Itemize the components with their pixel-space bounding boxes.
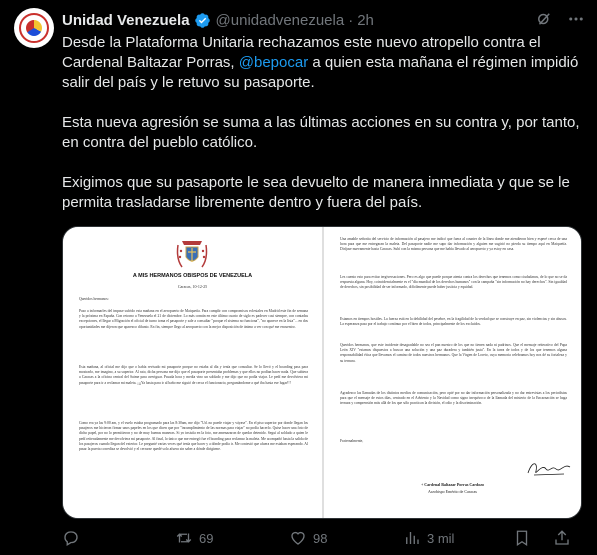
document-page-right — [324, 227, 581, 518]
retweet-button[interactable] — [175, 529, 213, 547]
handwritten-signature — [524, 457, 574, 479]
separator-dot: · — [348, 11, 354, 29]
retweet-icon — [175, 529, 193, 547]
tweet-time[interactable]: 2h — [357, 11, 374, 29]
signer-title: Arzobispo Emérito de Caracas — [428, 489, 477, 494]
author-name[interactable]: Unidad Venezuela — [62, 11, 190, 29]
reply-icon — [62, 529, 80, 547]
mention-link[interactable]: @bepocar — [238, 54, 309, 71]
reply-button[interactable] — [62, 529, 86, 547]
document-paragraph: Como era ya las 9:00 am, y el vuelo estaba programado para las 8:30am, me dijo "Ud. no puede viajar y váyase". En el piso superior por donde llegan los pasajeros me hicieron firmar unos papeles en los que dicen que por "incumplimiento de las normas para viajar" no podía hacerlo. Quise hacer una foto de dicho papel, por no lo permitieron y no de muy buenas maneras. Si yo insistía en la foto, me amenazaron de quedar detenido. Seguí al soldado a quien le pedí reiteradamente me devolviera mi pasaporte. Al final, lo único que me entregó fue el boarding para reclamar la maleta. Me acompañó hasta la salida de los pasajeros cuando llegan del exterior. Le pregunté varias veces qué tenía que hacer y a dónde podía ir. Me contestó que afuera me estaban esperando. Al pasar la puerta corrediza se devolvió y el cerrarse quedé solo afuera sin saber a dónde dirigirme. — [79, 421, 308, 452]
retweet-count: 69 — [199, 530, 214, 546]
document-paragraph: Paso a informarles del impase sufrido esta mañana en el aeropuerto de Maiquetía. Para cumplir con compromisos eclesiales en Madrid este fin de semana y la próxima en España. Con retorno a Venezuela el 21 de diciembre. Lo más común en este último cuarto de siglo es padecer casi siempre, con contadas excepciones, el llegar a Migración el oficial de turno toma el pasaporte y sale a consultar "porque el sistema no funciona", "no aparece en la lista"... en dos oportunidades me dijeron que aparezco difunto. En fin, siempre llego al aeropuerto con la mejor disposición de ánimo a ver con qué me encuentro. — [79, 309, 308, 329]
tweet-header — [62, 10, 585, 30]
tweet-paragraph-2: Esta nueva agresión se suma a las últimas acciones en su contra y, por tanto, en contra del pueblo católico. — [62, 114, 580, 151]
document-paragraph: Les cuento esto para evitar tergiversaciones. Pero es algo que puede porque atenta contra los derechos que tenemos como ciudadanos, de lo que no se da respuesta alguna. Hoy, coincidencialmente es el "día mundial de los derechos humanos" con la campaña "sin información no hay derechos". Sin igualdad de derechos, sin posibilidad de ser informado, difícilmente puede haber justicia y equidad. — [340, 275, 567, 290]
author-handle[interactable]: @unidadvenezuela — [215, 11, 345, 29]
tweet-paragraph-3: Exigimos que su pasaporte le sea devuelto de manera inmediata y que se le permita trasladarse libremente dentro y fuera del país. — [62, 174, 570, 211]
like-count: 98 — [313, 530, 328, 546]
view-count: 3 mil — [427, 530, 455, 546]
document-paragraph: Agradezco las llamadas de los distintos medios de comunicación, pero opté por no dar información personalizada y no dar entrevistas a los periodistas para que el mensaje de estos días, centrado en el Adviento y la Navidad como signo inequívoco de la llamada del misterio de la Encarnación se haga ternura y comprensión más allá de los que sólo practican la división, el odio y la discriminación. — [340, 391, 567, 406]
views-button[interactable] — [403, 529, 454, 547]
share-button[interactable] — [553, 529, 571, 547]
logo-core-icon — [26, 20, 42, 36]
tweet-paragraph-1: Desde la Plataforma Unitaria rechazamos este nuevo atropello contra el Cardenal Baltazar Porras, @bepocar a quien esta mañana el régimen impidió salir del país y le retuvo su pasaporte. — [62, 34, 579, 91]
bookmark-button[interactable] — [513, 529, 531, 547]
document-paragraph: Esta mañana, al oficial me dijo que o había revisado mi pasaporte porque no estaba al día y tenía que consultar. Se lo llevó y el boarding pass para mostrarlo, me imagino, a su superior. Al rato, dicha persona me dijo que el pasaporte presentaba problemas y que ellos no podían hacer nada. Que subiera a Caracas a la oficina central del Saime para averiguar. Pasada hora y media vino un soldado y me dijo que no podía viajar. Le pedí me devolviera mi pasaporte para ir a reclamar mi maleta. ¡¡¡Ya hasta para ir al baño me siguió de cerca el funcionario, preguntándome a qué iba hasta ese lugar!!! — [79, 365, 308, 385]
tweet-media-image[interactable] — [62, 226, 582, 519]
author-avatar[interactable] — [14, 8, 54, 48]
signer-name: + Cardenal Baltazar Porras Cardozo — [420, 482, 485, 487]
logo-ring-icon — [19, 13, 49, 43]
grok-icon[interactable] — [535, 10, 553, 28]
document-paragraph: Estamos en tiempos hostiles. La fuerza está en la debilidad del pesebre, en la fragilidad de la verdad que se construye en paz, sin violencias y sin abusos. La esperanza pasa por el trabajo continuo por el bien de todos, principalmente de los excluidos. — [340, 317, 567, 327]
views-chart-icon — [403, 529, 421, 547]
header-actions — [535, 10, 585, 28]
verified-badge-icon — [194, 12, 211, 29]
more-options-icon[interactable] — [567, 10, 585, 28]
like-button[interactable] — [289, 529, 327, 547]
share-icon — [553, 529, 571, 547]
document-paragraph: Una amable señorita del servicio de información al pasajero me indicó que fuera al counter de la línea donde me atendieron bien y esperé cerca de una hora para que me entregaran la maleta. Del pasaporte nadie me supo dar información y alguien me sugirió no pierda su tiempo aquí en Maiquetía. Diríjase nuevamente hasta Caracas. Subí con la misma persona que me había llevado al aeropuerto y ya estoy en casa. — [340, 237, 567, 252]
document-paragraph: Queridos hermanos, que este incidente desagradable no sea el pan nuestro de los que no tienen nada ni padrinos. Que el mensaje reiterativo del Papa León XIV "estamos dispuestos a buscar una solución y una paz duradera y también justa". En la tarea de todos y de los que tenemos alguna responsabilidad ética que llevamos el camino de todos nuestros hermanos. Que la Virgen de Loreto, cuya memoria celebramos hoy nos dé su fortaleza y su ternura. — [340, 343, 567, 363]
document-closing: Fraternalmente, — [340, 439, 364, 443]
document-page-left — [63, 227, 322, 518]
document-greeting: Queridos hermanos: — [79, 297, 109, 301]
episcopal-crest-icon — [174, 239, 210, 271]
document-heading: A MIS HERMANOS OBISPOS DE VENEZUELA — [132, 273, 253, 279]
tweet-text — [62, 33, 587, 233]
tweet-actions — [62, 526, 587, 550]
bookmark-icon — [513, 529, 531, 547]
document-date: Caracas, 10-12-25 — [177, 284, 208, 289]
heart-icon — [289, 529, 307, 547]
